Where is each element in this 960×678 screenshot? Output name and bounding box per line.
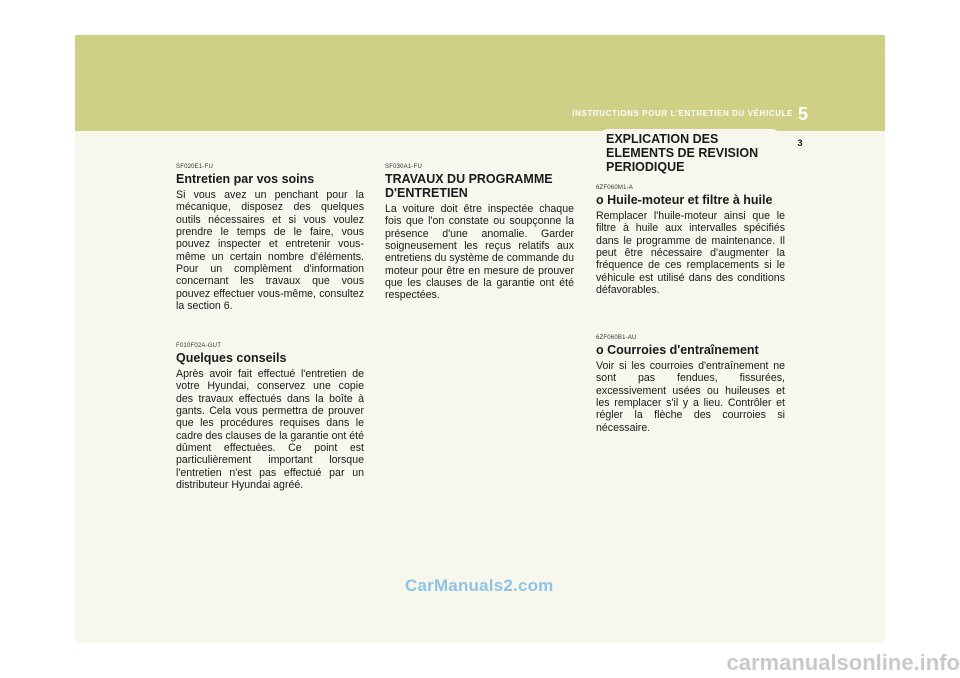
section-drive-belts (596, 335, 785, 434)
section-body: Si vous avez un penchant pour la mécanique, disposez des quelques outils nécessaires et si vous voulez prendre le temps de le faire, vous pouvez inspecter et entretenir vous-même un certain nombre d'éléments. Pour un complèment d'information concernant les travaux que vous pouvez effectuer vous-même, consultez la section 6. (176, 189, 364, 313)
chapter-number: 5 (797, 104, 808, 124)
section-heading: TRAVAUX DU PROGRAMME D'ENTRETIEN (385, 172, 553, 200)
section-body: La voiture doit être inspectée chaque fois que l'on constate ou soupçonne la présence d'une anomalie. Garder soigneusement les reçus relatifs aux entretiens du système de commande du moteur pour être en mesure de prouver que les clauses de la garantie ont été respectées. (385, 203, 574, 302)
section-engine-oil (596, 185, 785, 296)
carmanuals-watermark[interactable]: CarManuals2.com (405, 576, 554, 595)
section-code: SF020E1-FU (176, 164, 214, 170)
section-code: 6ZF060M1-A (596, 185, 634, 191)
section-code: F010F02A-GUT (176, 343, 222, 349)
section-maintenance-program (385, 164, 574, 302)
section-heading: o Huile-moteur et filtre à huile (596, 193, 773, 207)
section-advice (176, 343, 364, 491)
section-body: Voir si les courroies d'entraînement ne sont pas fendues, fissurées, excessivement usées ou huileuses et les remplacer s'il y a lieu. Contrôler et régler la flèche des courroies si nécessaire. (596, 360, 785, 434)
page-number: 3 (797, 138, 803, 148)
section-body: Remplacer l'huile-moteur ainsi que le filtre à huile aux intervalles spécifiés dans le programme de maintenance. Il peut être nécessaire d'augmenter la fréquence de ces remplacements si le véhicule est utilisé dans des conditions défavorables. (596, 210, 785, 297)
section-code: 6ZF060B1-AU (596, 335, 637, 341)
section-body: Après avoir fait effectué l'entretien de votre Hyundai, conservez une copie des travaux effectués dans la boîte à gants. Cela vous permettra de prouver que les procédures requises dans le cadre des clauses de la garantie ont été dûment effectuées. Ce point est particulièrement important lorsque l'entretien n'est pas effectué par un distributeur Hyundai agréé. (176, 368, 364, 492)
section-maintenance-self (176, 164, 364, 312)
section-heading: Entretien par vos soins (176, 172, 315, 186)
footer-watermark: carmanualsonline.info (726, 650, 960, 675)
section-code: SF030A1-FU (385, 164, 423, 170)
chapter-title: INSTRUCTIONS POUR L'ENTRETIEN DU VÉHICULE (572, 109, 793, 118)
section-heading: o Courroies d'entraînement (596, 343, 759, 357)
section-heading: Quelques conseils (176, 351, 287, 365)
section-title: EXPLICATION DES ELEMENTS DE REVISION PERIODIQUE (606, 132, 759, 174)
